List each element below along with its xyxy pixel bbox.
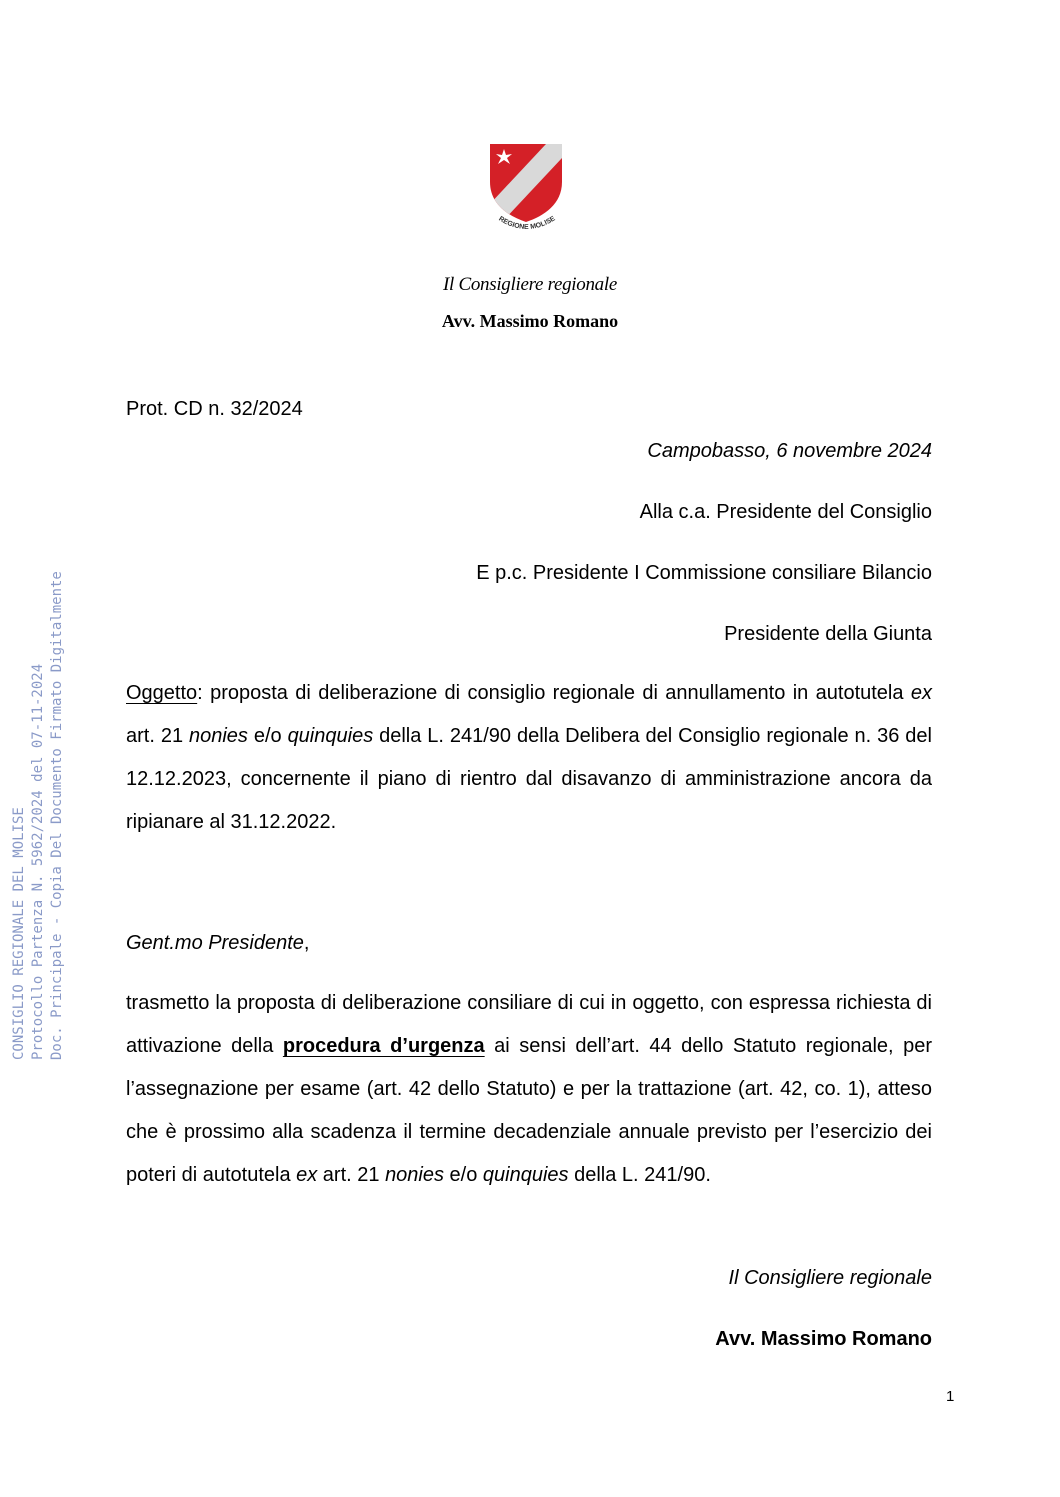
watermark-line-2: Protocollo Partenza N. 5962/2024 del 07-11-2024 xyxy=(30,663,46,1060)
subject-text-2: art. 21 xyxy=(126,725,189,747)
salutation-text: Gent.mo Presidente xyxy=(126,932,304,954)
salutation-punct: , xyxy=(303,932,310,954)
subject-ex: ex xyxy=(910,682,932,704)
body-text-2: ai sensi dell’art. 44 dello Statuto regionale, per l’assegnazione per esame (art. 42 dello Statuto) e per la trattazione (art. 42, co. 1), atteso che è prossimo alla scadenza il termine decadenziale annuale previsto per l’esercizio dei poteri di autotutela xyxy=(126,1035,933,1186)
body-paragraph xyxy=(126,982,932,1197)
body-text-1: trasmetto la proposta di deliberazione consiliare di cui in oggetto, con espressa richiesta di attivazione della xyxy=(126,992,932,1057)
header-name: Avv. Massimo Romano xyxy=(441,311,619,331)
body-nonies: nonies xyxy=(385,1164,444,1186)
recipient-3: Presidente della Giunta xyxy=(724,623,932,645)
body-text-5: della L. 241/90. xyxy=(568,1164,711,1186)
recipient-1: Alla c.a. Presidente del Consiglio xyxy=(639,501,932,523)
salutation xyxy=(126,931,309,955)
signature-name: Avv. Massimo Romano xyxy=(715,1328,932,1350)
subject-paragraph xyxy=(126,672,932,844)
recipient-2: E p.c. Presidente I Commissione consiliare Bilancio xyxy=(476,562,932,584)
body-text-4: e/o xyxy=(444,1164,483,1186)
subject-nonies: nonies xyxy=(188,725,248,747)
shield-emblem-icon xyxy=(484,140,568,240)
body-ex: ex xyxy=(296,1164,318,1186)
place-date: Campobasso, 6 novembre 2024 xyxy=(647,440,932,462)
body-quinquies: quinquies xyxy=(482,1164,569,1186)
logo-caption: REGIONE MOLISE xyxy=(497,215,557,232)
protocol-number: Prot. CD n. 32/2024 xyxy=(126,398,303,420)
header-role: Il Consigliere regionale xyxy=(443,274,617,295)
subject-text-4: della L. 241/90 della Delibera del Consiglio regionale n. 36 del 12.12.2023, concernente il piano di rientro dal disavanzo di amministrazione ancora da ripianare al 31.12.2022. xyxy=(126,725,932,833)
regione-molise-logo xyxy=(484,140,568,240)
subject-quinquies: quinquies xyxy=(287,725,374,747)
subject-text-1: : proposta di deliberazione di consiglio regionale di annullamento in autotutela xyxy=(197,682,911,704)
watermark-line-3: Doc. Principale - Copia Del Documento Firmato Digitalmente xyxy=(49,571,65,1060)
page-number: 1 xyxy=(946,1388,955,1405)
subject-text-3: e/o xyxy=(247,725,288,747)
watermark-line-1: CONSIGLIO REGIONALE DEL MOLISE xyxy=(11,807,27,1060)
subject-label: Oggetto xyxy=(126,682,198,704)
body-text-3: art. 21 xyxy=(317,1164,386,1186)
protocol-watermark xyxy=(10,571,67,1060)
signature-role: Il Consigliere regionale xyxy=(728,1267,932,1289)
body-emphasis: procedura d’urgenza xyxy=(282,1035,485,1057)
